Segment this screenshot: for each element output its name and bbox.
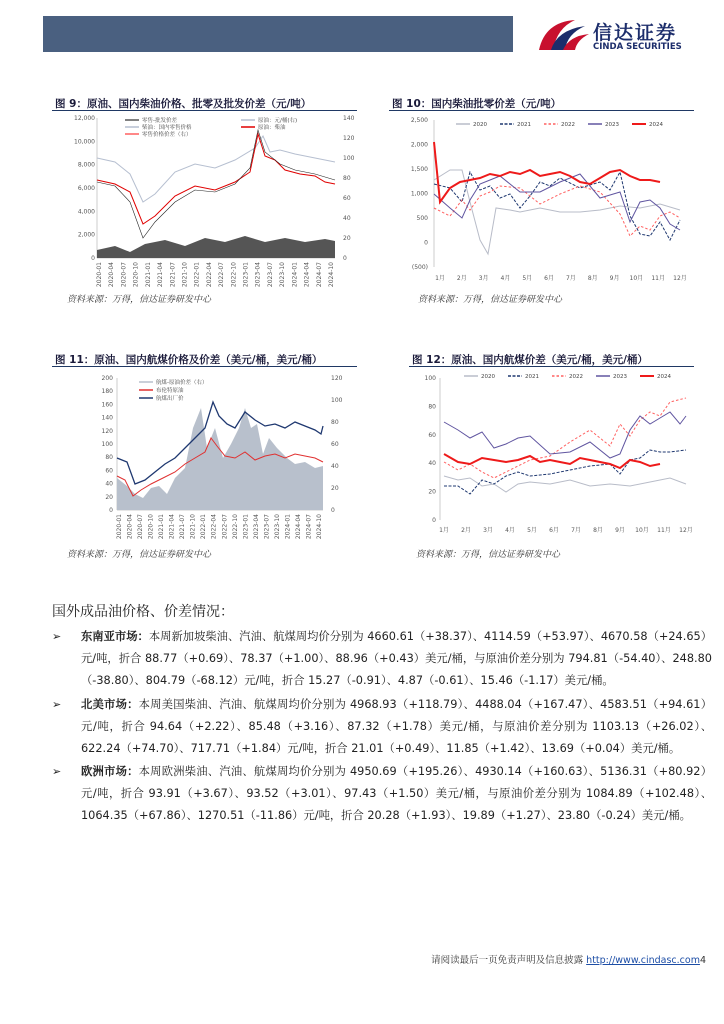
legend-label: 布伦特原油 — [156, 388, 184, 394]
y-tick-label: 100 — [343, 155, 355, 162]
x-tick-label: 11月 — [651, 275, 666, 282]
x-tick-label: 2022-04 — [210, 514, 218, 540]
fig12-series-2024 — [444, 454, 660, 468]
y-tick-label: 1,000 — [410, 190, 428, 198]
legend-label: 2023 — [605, 122, 619, 128]
footer-disclaimer: 请阅读最后一页免责声明及信息披露 — [431, 955, 584, 966]
fig11-rule — [52, 366, 357, 367]
x-tick-label: 9月 — [609, 275, 620, 282]
x-tick-label: 2022-07 — [221, 514, 229, 540]
fig11-source: 资料来源：万得，信达证券研发中心 — [67, 550, 212, 560]
x-tick-label: 1月 — [435, 275, 445, 282]
fig12-rule — [409, 366, 694, 367]
bullet-text: 本周欧洲柴油、汽油、航煤周均价分别为 4950.69（+195.26）、4930.14（+160.63）、5136.31（+80.92）元/吨，折合 93.91（+3.67）、93.52（+3.01）、97.43（+1.50）美元/桶，与原油价差分别为 1084.89（+102.48）、1064.35（+67.86）、1270.51（-11.86）元/吨，折合 20.28（+1.93）、19.89（+1.27）、23.80（-0.24）美元/桶。 — [81, 765, 712, 822]
x-tick-label: 2020-07 — [137, 514, 145, 540]
fig12-series-2023 — [444, 412, 686, 458]
x-tick-label: 2023-07 — [263, 514, 271, 540]
x-tick-label: 3月 — [478, 275, 489, 282]
y-tick-label: 2,000 — [410, 141, 428, 149]
fig10-series-2023 — [434, 174, 680, 230]
x-tick-label: 2023-01 — [242, 262, 250, 288]
bullet-label: 欧洲市场： — [81, 765, 139, 778]
fig10-source: 资料来源：万得，信达证券研发中心 — [418, 295, 563, 305]
fig11-chart — [55, 368, 360, 548]
x-tick-label: 8月 — [593, 527, 603, 534]
y-tick-label: 20 — [428, 488, 436, 496]
y-tick-label: 2,000 — [77, 231, 95, 239]
legend-label: 2024 — [649, 122, 663, 128]
x-tick-label: 2024-04 — [294, 514, 302, 540]
y-tick-label: 40 — [331, 463, 339, 470]
y-tick-label: 0 — [331, 507, 335, 514]
y-tick-label: 1,500 — [410, 166, 428, 173]
legend-label: 2020 — [481, 374, 495, 380]
bullet-europe — [52, 761, 712, 827]
fig12-chart — [410, 368, 700, 548]
x-tick-label: 2023-04 — [254, 262, 262, 288]
fig10-chart — [400, 112, 700, 292]
y-tick-label: 4,000 — [77, 208, 95, 216]
y-tick-label: 40 — [105, 480, 113, 488]
fig12-series-2020 — [444, 476, 686, 492]
fig11-title: 图 11：原油、国内航煤价格及价差（美元/桶，美元/桶） — [55, 354, 323, 366]
legend-label: 2021 — [517, 122, 531, 128]
y-tick-label: 80 — [331, 419, 339, 426]
fig10-title: 图 10：国内柴油批零价差（元/吨） — [392, 98, 562, 110]
fig10-rule — [389, 110, 694, 111]
legend-label: 零售价格价差（右） — [142, 132, 192, 138]
legend-label: 2021 — [525, 374, 539, 380]
x-tick-label: 10月 — [635, 527, 649, 534]
legend-label: 航煤-原油价差（右） — [156, 380, 208, 386]
x-tick-label: 2020-10 — [132, 262, 140, 288]
y-tick-label: 120 — [343, 135, 355, 142]
y-tick-label: 60 — [428, 431, 436, 439]
fig12-series-2021 — [444, 450, 686, 494]
x-tick-label: 2020-04 — [126, 514, 134, 540]
x-tick-label: 2020-10 — [147, 514, 155, 540]
x-tick-label: 8月 — [587, 275, 598, 282]
x-tick-label: 2021-04 — [168, 514, 176, 540]
x-tick-label: 2月 — [456, 275, 467, 282]
cinda-logo — [535, 16, 705, 56]
x-tick-label: 2021-01 — [144, 262, 152, 288]
x-tick-label: 2021-07 — [169, 262, 177, 288]
footer-link[interactable]: http://www.cindasc.com — [586, 955, 700, 966]
y-tick-label: 500 — [416, 215, 428, 222]
y-tick-label: 100 — [424, 375, 436, 382]
x-tick-label: 6月 — [549, 527, 559, 534]
y-tick-label: 6,000 — [77, 185, 95, 192]
x-tick-label: 2020-07 — [120, 262, 128, 288]
x-tick-label: 2024-01 — [284, 514, 292, 540]
x-tick-label: 2023-07 — [266, 262, 274, 288]
x-tick-label: 12月 — [679, 527, 693, 534]
x-tick-label: 2021-04 — [157, 262, 165, 288]
y-tick-label: 180 — [101, 388, 113, 396]
y-tick-label: 160 — [101, 401, 113, 409]
fig9-source: 资料来源：万得，信达证券研发中心 — [67, 295, 212, 305]
y-tick-label: 12,000 — [74, 115, 95, 122]
bullet-label: 北美市场： — [81, 698, 139, 711]
fig9-chart — [55, 112, 360, 292]
y-tick-label: (500) — [411, 264, 428, 271]
x-tick-label: 2024-10 — [316, 514, 323, 540]
x-tick-label: 2021-07 — [179, 514, 187, 540]
y-tick-label: 0 — [432, 517, 436, 524]
y-tick-label: 20 — [105, 493, 113, 501]
bullet-text: 本周新加坡柴油、汽油、航煤周均价分别为 4660.61（+38.37）、4114.59（+53.97）、4670.58（+24.65）元/吨，折合 88.77（+0.69）、78.37（+1.00）、88.96（+0.43）美元/桶，与原油价差分别为 794.81（-54.40）、248.80（-38.80）、804.79（-68.12）元/吨，折合 15.27（-0.91）、4.87（-0.61）、15.46（-1.17）美元/桶。 — [81, 630, 712, 687]
x-tick-label: 12月 — [673, 275, 687, 282]
x-tick-label: 2024-07 — [305, 514, 313, 540]
x-tick-label: 2020-04 — [108, 262, 116, 288]
logo-cn: 信达证券 — [593, 22, 678, 44]
bullet-text: 本周美国柴油、汽油、航煤周均价分别为 4968.93（+118.79）、4488.04（+167.47）、4583.51（+94.61）元/吨，折合 94.64（+2.22）、85.48（+3.16）、87.32（+1.78）美元/桶，与原油价差分别为 1103.13（+26.02）、622.24（+74.70）、717.71（+1.84）元/吨，折合 21.01（+0.49）、11.85（+1.42）、13.69（+0.04）美元/桶。 — [81, 698, 712, 755]
fig12-title: 图 12：原油、国内航煤价差（美元/桶，美元/桶） — [412, 354, 648, 366]
x-tick-label: 2024-01 — [291, 262, 299, 288]
y-tick-label: 80 — [105, 454, 113, 462]
legend-label: 2022 — [569, 374, 583, 380]
x-tick-label: 7月 — [565, 275, 576, 282]
legend-label: 2020 — [473, 122, 487, 128]
x-tick-label: 2022-04 — [205, 262, 213, 288]
x-tick-label: 2022-10 — [230, 262, 238, 288]
bullet-label: 东南亚市场： — [81, 630, 149, 643]
y-tick-label: 60 — [343, 195, 351, 202]
y-tick-label: 200 — [101, 375, 113, 382]
legend-label: 2022 — [561, 122, 575, 128]
logo-en: CINDA SECURITIES — [593, 42, 682, 52]
legend-label: 柴油：国内零售价格 — [142, 125, 192, 131]
y-tick-label: 100 — [101, 441, 113, 448]
x-tick-label: 4月 — [500, 275, 511, 282]
fig12-source: 资料来源：万得，信达证券研发中心 — [416, 550, 561, 560]
y-tick-label: 40 — [343, 215, 351, 222]
x-tick-label: 2024-10 — [328, 262, 335, 288]
y-tick-label: 60 — [331, 441, 339, 448]
bullet-north-america — [52, 694, 712, 760]
x-tick-label: 6月 — [544, 275, 555, 282]
x-tick-label: 2023-04 — [252, 514, 260, 540]
x-tick-label: 2023-10 — [273, 514, 281, 540]
footer — [431, 952, 706, 966]
y-tick-label: 40 — [428, 460, 436, 468]
x-tick-label: 10月 — [629, 275, 644, 282]
x-tick-label: 2022-01 — [193, 262, 201, 288]
y-tick-label: 80 — [428, 403, 436, 411]
y-tick-label: 20 — [343, 235, 351, 242]
x-tick-label: 2024-04 — [303, 262, 311, 288]
legend-label: 原油：元/桶(右) — [258, 118, 298, 124]
x-tick-label: 2021-10 — [181, 262, 189, 288]
legend-label: 原油：柴油 — [258, 125, 286, 131]
fig9-rule — [52, 110, 357, 111]
x-tick-label: 2020-01 — [116, 514, 123, 540]
x-tick-label: 2024-07 — [315, 262, 323, 288]
page-number: 4 — [699, 955, 706, 966]
bullet-arrow-icon: ➢ — [52, 630, 62, 643]
x-tick-label: 2月 — [461, 527, 471, 534]
y-tick-label: 20 — [331, 485, 339, 492]
y-tick-label: 140 — [101, 414, 113, 422]
x-tick-label: 2021-01 — [158, 514, 166, 540]
y-tick-label: 0 — [343, 255, 347, 262]
y-tick-label: 10,000 — [74, 138, 95, 146]
x-tick-label: 7月 — [571, 527, 581, 534]
header-bar — [43, 16, 513, 52]
x-tick-label: 2023-10 — [279, 262, 287, 288]
bullet-arrow-icon: ➢ — [52, 765, 62, 778]
y-tick-label: 8,000 — [77, 161, 95, 169]
y-tick-label: 0 — [91, 255, 95, 262]
y-tick-label: 60 — [105, 467, 113, 475]
x-tick-label: 2021-10 — [189, 514, 197, 540]
x-tick-label: 1月 — [439, 527, 449, 534]
x-tick-label: 4月 — [505, 527, 515, 534]
y-tick-label: 80 — [343, 175, 351, 182]
x-tick-label: 9月 — [615, 527, 625, 534]
legend-label: 2024 — [657, 374, 671, 380]
cinda-logo-icon — [535, 16, 591, 56]
x-tick-label: 2020-01 — [96, 262, 103, 288]
bullet-southeast-asia — [52, 626, 712, 692]
legend-label: 零售-批发价差 — [142, 118, 177, 124]
x-tick-label: 2022-01 — [200, 514, 208, 540]
y-tick-label: 0 — [424, 239, 428, 247]
legend-label: 航煤出厂价 — [156, 396, 184, 402]
y-tick-label: 140 — [343, 115, 355, 122]
y-tick-label: 0 — [109, 507, 113, 514]
x-tick-label: 2022-07 — [218, 262, 226, 288]
fig10-series-2020 — [434, 170, 680, 254]
y-tick-label: 120 — [331, 375, 343, 382]
section-title: 国外成品油价格、价差情况： — [52, 604, 234, 620]
bullet-arrow-icon: ➢ — [52, 698, 62, 711]
y-tick-label: 100 — [331, 397, 343, 404]
legend-label: 2023 — [613, 374, 627, 380]
x-tick-label: 11月 — [657, 527, 671, 534]
x-tick-label: 5月 — [527, 527, 537, 534]
fig9-title: 图 9：原油、国内柴油价格、批零及批发价差（元/吨） — [55, 98, 312, 110]
y-tick-label: 120 — [101, 427, 113, 435]
x-tick-label: 2022-10 — [231, 514, 239, 540]
x-tick-label: 2023-01 — [242, 514, 250, 540]
x-tick-label: 5月 — [522, 275, 533, 282]
x-tick-label: 3月 — [483, 527, 493, 534]
y-tick-label: 2,500 — [410, 117, 428, 124]
